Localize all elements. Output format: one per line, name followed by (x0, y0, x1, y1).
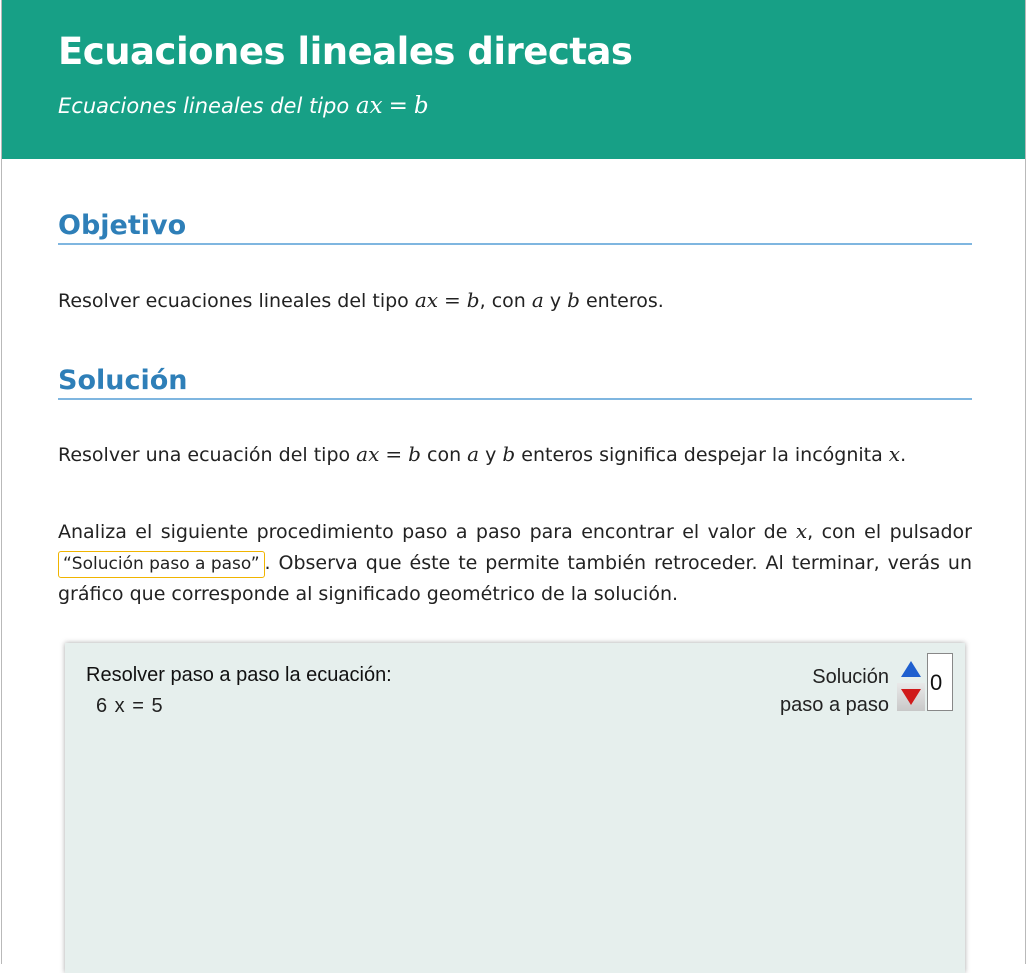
subtitle-math-op: = (388, 93, 408, 119)
step-control-label (729, 663, 889, 719)
page-title: Ecuaciones lineales directas (58, 30, 633, 73)
solucion-p2-text-1: Analiza el siguiente procedimiento paso a paso para encontrar el valor de (58, 521, 796, 543)
solucion-p1-math (356, 442, 421, 466)
section-title-solucion: Solución (58, 365, 972, 400)
step-back-button[interactable] (897, 683, 925, 711)
triangle-down-icon (897, 683, 925, 711)
solucion-p1-math-op: = (385, 442, 403, 466)
step-spinner (897, 654, 929, 712)
solucion-p1-text-3: y (479, 444, 503, 466)
interactive-scene (65, 643, 965, 973)
objetivo-paragraph (58, 285, 972, 317)
solucion-p1-var-b: b (502, 442, 516, 466)
objetivo-text-4: enteros. (579, 290, 664, 312)
triangle-up-icon (897, 655, 925, 683)
solucion-p1-var-a: a (467, 442, 480, 466)
solucion-p1-text-2: con (420, 444, 468, 466)
objetivo-math-op: = (444, 288, 461, 312)
subtitle-text: Ecuaciones lineales del tipo (58, 94, 350, 118)
solucion-p2-text-2: , con el pulsador (807, 521, 972, 543)
solucion-p1-math-rhs: b (408, 442, 421, 466)
scene-equation: 6 x = 5 (96, 695, 163, 717)
subtitle-math (356, 93, 429, 119)
solucion-p2-var-x: x (795, 519, 808, 543)
step-counter-field[interactable]: 0 (927, 653, 953, 711)
solucion-p1-text-4: enteros significa despejar la incógnita (515, 444, 889, 466)
objetivo-text-2: , con (479, 290, 532, 312)
objetivo-text-3: y (543, 290, 568, 312)
solucion-paragraph-1 (58, 439, 972, 471)
subtitle-math-lhs: ax (355, 93, 383, 119)
step-label-line-2: paso a paso (780, 694, 889, 716)
step-forward-button[interactable] (897, 655, 925, 683)
section-title-objetivo: Objetivo (58, 210, 972, 245)
page-subtitle (58, 93, 429, 119)
solucion-p2-text-3: . Observa que éste te permite también retroceder. Al terminar, verás un gráfico que corresponde al significado geométrico de la solución. (58, 552, 972, 605)
objetivo-math-rhs: b (466, 288, 480, 312)
solucion-p1-math-lhs: ax (356, 442, 380, 466)
subtitle-math-rhs: b (413, 93, 429, 119)
step-label-line-1: Solución (812, 666, 889, 688)
solucion-p1-text-5: . (900, 444, 907, 466)
solucion-paragraph-2 (58, 516, 972, 610)
objetivo-var-a: a (531, 288, 544, 312)
objetivo-text-1: Resolver ecuaciones lineales del tipo (58, 290, 415, 312)
objetivo-math (415, 288, 480, 312)
page-header (2, 0, 1025, 159)
scene-prompt: Resolver paso a paso la ecuación: (86, 664, 392, 686)
objetivo-math-lhs: ax (414, 288, 439, 312)
solucion-p1-text-1: Resolver una ecuación del tipo (58, 444, 357, 466)
step-button-reference: “Solución paso a paso” (58, 551, 265, 578)
solucion-p1-var-x: x (888, 442, 901, 466)
page (1, 0, 1026, 964)
objetivo-var-b: b (567, 288, 580, 312)
